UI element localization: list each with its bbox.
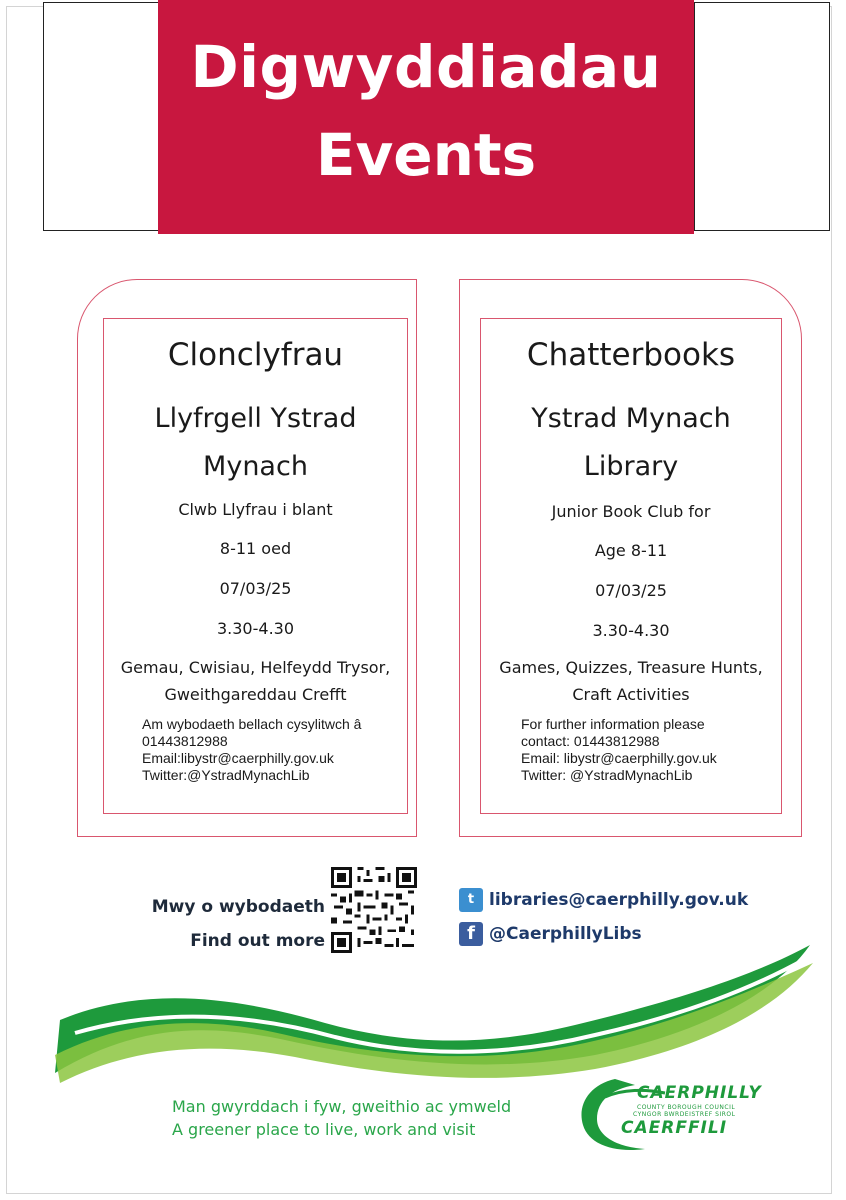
event-card-english	[480, 318, 782, 814]
event-title: Clonclyfrau	[167, 337, 344, 373]
title-welsh: Digwyddiadau	[190, 33, 662, 101]
logo-sub-english: COUNTY BOROUGH COUNCIL	[637, 1104, 736, 1111]
event-description: Junior Book Club for	[551, 502, 711, 521]
logo-word-welsh: CAERFFILI	[621, 1118, 728, 1138]
header-banner	[158, 0, 694, 234]
tagline-welsh: Man gwyrddach i fyw, gweithio ac ymweld	[172, 1097, 512, 1116]
event-age: Age 8-11	[594, 541, 668, 560]
event-activities-line: Gweithgareddau Crefft	[164, 685, 347, 704]
event-title: Chatterbooks	[526, 337, 736, 373]
event-time: 3.30-4.30	[216, 619, 295, 638]
more-info-welsh: Mwy o wybodaeth	[151, 897, 325, 917]
event-location	[481, 395, 781, 491]
tagline	[172, 1095, 511, 1141]
event-location-line: Llyfrgell Ystrad	[154, 403, 357, 434]
event-age: 8-11 oed	[219, 539, 292, 558]
event-date: 07/03/25	[595, 581, 667, 600]
header-side-box-right	[694, 2, 830, 231]
title-english: Events	[315, 121, 537, 189]
event-panel-english	[459, 279, 802, 837]
contact-line: For further information please	[521, 716, 705, 732]
event-location	[104, 395, 407, 491]
logo-sub-welsh: CYNGOR BWRDEISTREF SIROL	[633, 1111, 736, 1118]
header-side-box-left	[43, 2, 161, 231]
twitter-icon: t	[459, 888, 483, 912]
facebook-icon: f	[459, 922, 483, 946]
event-contact	[521, 716, 775, 784]
event-location-line: Ystrad Mynach	[531, 403, 731, 434]
event-panel-welsh	[77, 279, 417, 837]
event-location-line: Mynach	[203, 451, 308, 482]
social-links	[459, 884, 748, 952]
contact-phone: contact: 01443812988	[521, 733, 660, 749]
event-activities	[481, 654, 781, 708]
qr-code-icon[interactable]	[331, 866, 417, 954]
contact-line: Am wybodaeth bellach cysylitwch â	[142, 716, 362, 732]
event-activities-line: Games, Quizzes, Treasure Hunts,	[499, 658, 763, 677]
event-description: Clwb Llyfrau i blant	[178, 500, 333, 519]
email-link[interactable]	[459, 884, 748, 916]
event-location-line: Library	[583, 451, 679, 482]
event-time: 3.30-4.30	[592, 621, 670, 640]
contact-phone: 01443812988	[142, 733, 228, 749]
event-card-welsh	[103, 318, 408, 814]
event-activities-line: Craft Activities	[572, 685, 690, 704]
more-info-english: Find out more	[190, 931, 325, 951]
contact-twitter: Twitter: @YstradMynachLib	[521, 767, 693, 783]
event-contact	[142, 716, 401, 784]
event-date: 07/03/25	[219, 579, 292, 598]
green-swoosh-graphic	[55, 945, 815, 1085]
tagline-english: A greener place to live, work and visit	[172, 1120, 476, 1139]
facebook-handle[interactable]: @CaerphillyLibs	[489, 924, 642, 944]
contact-email: Email:libystr@caerphilly.gov.uk	[142, 750, 334, 766]
logo-word-english: CAERPHILLY	[637, 1083, 762, 1103]
email-text[interactable]: libraries@caerphilly.gov.uk	[489, 890, 749, 910]
council-logo	[575, 1075, 760, 1155]
event-activities	[104, 654, 407, 708]
contact-twitter: Twitter:@YstradMynachLib	[142, 767, 310, 783]
contact-email: Email: libystr@caerphilly.gov.uk	[521, 750, 717, 766]
event-activities-line: Gemau, Cwisiau, Helfeydd Trysor,	[120, 658, 391, 677]
